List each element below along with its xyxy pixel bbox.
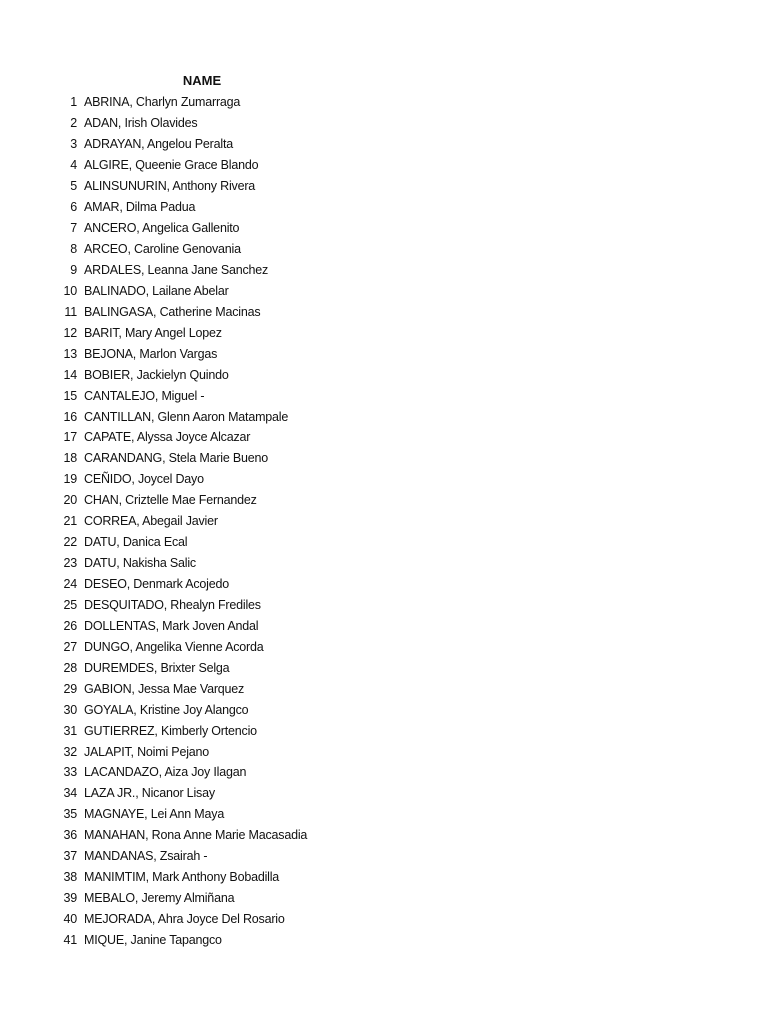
row-number: 34 xyxy=(63,786,77,801)
row-number: 6 xyxy=(70,200,77,215)
student-name: DESQUITADO, Rhealyn Frediles xyxy=(84,597,261,612)
row-number: 32 xyxy=(63,744,77,759)
row-number: 28 xyxy=(63,660,77,675)
row-number: 2 xyxy=(70,116,77,131)
student-name: ALINSUNURIN, Anthony Rivera xyxy=(84,179,256,194)
student-name: ALGIRE, Queenie Grace Blando xyxy=(84,158,259,173)
row-number: 13 xyxy=(63,346,77,361)
student-name: AMAR, Dilma Padua xyxy=(84,200,196,215)
row-number: 31 xyxy=(63,723,77,738)
list-item xyxy=(58,909,307,930)
student-name: BALINADO, Lailane Abelar xyxy=(84,283,229,298)
list-item xyxy=(58,239,307,260)
list-item xyxy=(58,574,307,595)
list-item xyxy=(58,406,307,427)
list-item xyxy=(58,846,307,867)
list-item xyxy=(58,301,307,322)
student-name: ABRINA, Charlyn Zumarraga xyxy=(84,95,241,110)
student-name: BALINGASA, Catherine Macinas xyxy=(84,304,261,319)
row-number: 11 xyxy=(64,304,77,319)
list-item xyxy=(58,343,307,364)
row-number: 3 xyxy=(70,137,77,152)
column-header-name: NAME xyxy=(182,73,222,88)
row-number: 18 xyxy=(63,451,77,466)
row-number: 37 xyxy=(63,849,77,864)
list-item xyxy=(58,804,307,825)
list-item xyxy=(58,930,307,951)
student-name: GABION, Jessa Mae Varquez xyxy=(84,681,245,696)
row-number: 9 xyxy=(70,262,77,277)
row-number: 7 xyxy=(70,221,77,236)
list-item xyxy=(58,260,307,281)
list-item xyxy=(58,322,307,343)
list-item xyxy=(58,511,307,532)
row-number: 38 xyxy=(63,870,77,885)
student-name: DATU, Danica Ecal xyxy=(84,535,188,550)
student-name: CANTILLAN, Glenn Aaron Matampale xyxy=(84,409,289,424)
student-name: DOLLENTAS, Mark Joven Andal xyxy=(84,618,259,633)
student-name: GUTIERREZ, Kimberly Ortencio xyxy=(84,723,257,738)
list-item xyxy=(58,553,307,574)
student-name: MIQUE, Janine Tapangco xyxy=(84,932,222,947)
student-name: CEÑIDO, Joycel Dayo xyxy=(84,472,204,487)
student-name: ADAN, Irish Olavides xyxy=(84,116,198,131)
student-name: DUNGO, Angelika Vienne Acorda xyxy=(84,639,264,654)
row-number: 39 xyxy=(63,891,77,906)
row-number: 14 xyxy=(63,367,77,382)
row-number: 20 xyxy=(63,493,77,508)
list-item xyxy=(58,364,307,385)
student-name: BARIT, Mary Angel Lopez xyxy=(84,325,222,340)
list-item xyxy=(58,176,307,197)
list-item xyxy=(58,155,307,176)
list-item xyxy=(58,385,307,406)
list-item xyxy=(58,825,307,846)
list-item xyxy=(58,197,307,218)
row-number: 25 xyxy=(63,597,77,612)
list-item xyxy=(58,657,307,678)
row-number: 10 xyxy=(63,283,77,298)
name-list xyxy=(58,92,307,950)
student-name: MANDANAS, Zsairah - xyxy=(84,849,208,864)
row-number: 22 xyxy=(63,535,77,550)
list-item xyxy=(58,636,307,657)
list-item xyxy=(58,448,307,469)
student-name: DUREMDES, Brixter Selga xyxy=(84,660,230,675)
list-item xyxy=(58,218,307,239)
row-number: 4 xyxy=(70,158,77,173)
row-number: 33 xyxy=(63,765,77,780)
student-name: CAPATE, Alyssa Joyce Alcazar xyxy=(84,430,251,445)
list-item xyxy=(58,469,307,490)
row-number: 23 xyxy=(63,556,77,571)
list-item xyxy=(58,532,307,553)
row-number: 5 xyxy=(70,179,77,194)
list-item xyxy=(58,92,307,113)
row-number: 41 xyxy=(63,932,77,947)
student-name: BOBIER, Jackielyn Quindo xyxy=(84,367,229,382)
student-name: GOYALA, Kristine Joy Alangco xyxy=(84,702,249,717)
student-name: LAZA JR., Nicanor Lisay xyxy=(84,786,215,801)
list-item xyxy=(58,699,307,720)
student-name: ARCEO, Caroline Genovania xyxy=(84,242,241,257)
list-item xyxy=(58,113,307,134)
student-name: MANAHAN, Rona Anne Marie Macasadia xyxy=(84,828,308,843)
list-item xyxy=(58,280,307,301)
row-number: 1 xyxy=(70,95,77,110)
list-item xyxy=(58,615,307,636)
list-item xyxy=(58,783,307,804)
row-number: 35 xyxy=(63,807,77,822)
list-item xyxy=(58,762,307,783)
row-number: 27 xyxy=(63,639,77,654)
student-name: CHAN, Criztelle Mae Fernandez xyxy=(84,493,257,508)
student-name: LACANDAZO, Aiza Joy Ilagan xyxy=(84,765,247,780)
list-item xyxy=(58,134,307,155)
list-item xyxy=(58,427,307,448)
student-name: CANTALEJO, Miguel - xyxy=(84,388,205,403)
row-number: 30 xyxy=(63,702,77,717)
row-number: 12 xyxy=(63,325,77,340)
list-item xyxy=(58,490,307,511)
student-name: MAGNAYE, Lei Ann Maya xyxy=(84,807,225,822)
row-number: 17 xyxy=(63,430,77,445)
list-item xyxy=(58,741,307,762)
student-name: MANIMTIM, Mark Anthony Bobadilla xyxy=(84,870,280,885)
row-number: 21 xyxy=(63,514,77,529)
list-item xyxy=(58,678,307,699)
row-number: 40 xyxy=(63,912,77,927)
student-name: ANCERO, Angelica Gallenito xyxy=(84,221,240,236)
student-name: CARANDANG, Stela Marie Bueno xyxy=(84,451,269,466)
list-item xyxy=(58,720,307,741)
student-name: DESEO, Denmark Acojedo xyxy=(84,577,229,592)
row-number: 15 xyxy=(63,388,77,403)
row-number: 24 xyxy=(63,577,77,592)
list-item xyxy=(58,595,307,616)
student-name: ARDALES, Leanna Jane Sanchez xyxy=(84,262,269,277)
list-item xyxy=(58,888,307,909)
student-name: JALAPIT, Noimi Pejano xyxy=(84,744,210,759)
list-item xyxy=(58,867,307,888)
student-name: ADRAYAN, Angelou Peralta xyxy=(84,137,233,152)
student-name: BEJONA, Marlon Vargas xyxy=(84,346,218,361)
student-name: DATU, Nakisha Salic xyxy=(84,556,196,571)
student-name: CORREA, Abegail Javier xyxy=(84,514,218,529)
student-name: MEJORADA, Ahra Joyce Del Rosario xyxy=(84,912,285,927)
row-number: 29 xyxy=(63,681,77,696)
row-number: 36 xyxy=(63,828,77,843)
row-number: 26 xyxy=(63,618,77,633)
row-number: 16 xyxy=(63,409,77,424)
student-name: MEBALO, Jeremy Almiñana xyxy=(84,891,235,906)
row-number: 19 xyxy=(63,472,77,487)
row-number: 8 xyxy=(70,242,77,257)
